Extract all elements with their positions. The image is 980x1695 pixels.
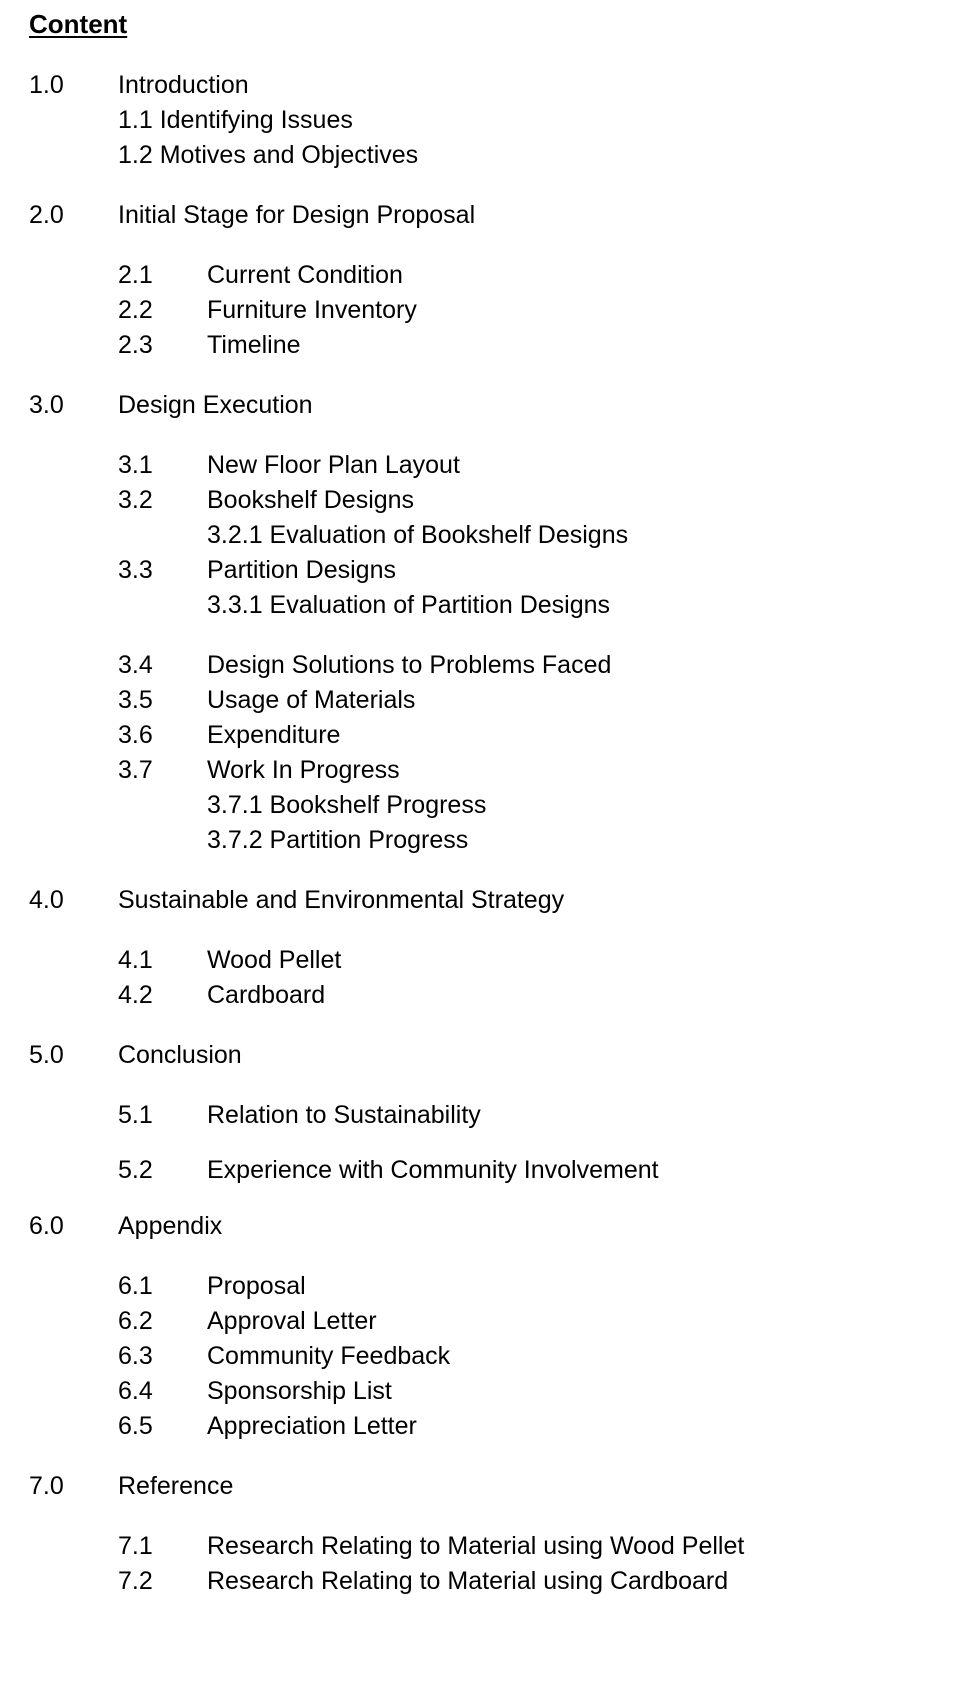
toc-title: Research Relating to Material using Cardboard: [207, 1567, 729, 1595]
toc-subsection: [0, 1408, 980, 1444]
toc-subsection: [0, 752, 980, 788]
toc-title: Work In Progress: [207, 756, 400, 784]
toc-number: 3.7: [118, 756, 153, 784]
toc-title: Community Feedback: [207, 1342, 451, 1370]
toc-subsection: [0, 1268, 980, 1304]
toc-subsection: [0, 1097, 980, 1133]
toc-title: Bookshelf Designs: [207, 486, 415, 514]
toc-subsection: [0, 257, 980, 293]
toc-subsection: [0, 1303, 980, 1339]
toc-number: 3.6: [118, 721, 153, 749]
toc-number: 3.0: [29, 391, 64, 419]
toc-title: Approval Letter: [207, 1307, 377, 1335]
toc-title: Relation to Sustainability: [207, 1101, 481, 1129]
toc-title: Design Execution: [118, 391, 313, 419]
toc-subsection: [0, 327, 980, 363]
toc-subsubsection: [0, 587, 980, 623]
toc-subsection: [0, 717, 980, 753]
toc-title: Appendix: [118, 1212, 223, 1240]
toc-title: Conclusion: [118, 1041, 242, 1069]
toc-number: 5.2: [118, 1156, 153, 1184]
toc-subsection: [0, 482, 980, 518]
toc-number: 4.0: [29, 886, 64, 914]
toc-subsection: [0, 942, 980, 978]
toc-number: 3.2: [118, 486, 153, 514]
toc-title: Sustainable and Environmental Strategy: [118, 886, 565, 914]
toc-number: 6.1: [118, 1272, 153, 1300]
toc-title: 3.3.1 Evaluation of Partition Designs: [207, 591, 611, 619]
toc-number: 6.0: [29, 1212, 64, 1240]
toc-number: 3.4: [118, 651, 153, 679]
toc-number: 6.2: [118, 1307, 153, 1335]
toc-title: Current Condition: [207, 261, 403, 289]
toc-title: Appreciation Letter: [207, 1412, 417, 1440]
toc-subsubsection: [0, 787, 980, 823]
toc-title: Furniture Inventory: [207, 296, 417, 324]
toc-title: Partition Designs: [207, 556, 396, 584]
toc-subsection: [0, 682, 980, 718]
toc-title: Sponsorship List: [207, 1377, 392, 1405]
toc-title: Design Solutions to Problems Faced: [207, 651, 612, 679]
toc-title: Proposal: [207, 1272, 306, 1300]
toc-number: 2.3: [118, 331, 153, 359]
toc-subsection: [0, 1152, 980, 1188]
toc-title: 3.2.1 Evaluation of Bookshelf Designs: [207, 521, 629, 549]
toc-subsection: [0, 447, 980, 483]
toc-subsection: [0, 647, 980, 683]
toc-subsection: [0, 1338, 980, 1374]
toc-number: 1.0: [29, 71, 64, 99]
toc-section: [0, 882, 980, 918]
toc-title: Initial Stage for Design Proposal: [118, 201, 476, 229]
toc-section: [0, 67, 980, 103]
toc-number: 7.1: [118, 1532, 153, 1560]
toc-number: 3.3: [118, 556, 153, 584]
toc-number: 5.0: [29, 1041, 64, 1069]
toc-number: 6.5: [118, 1412, 153, 1440]
toc-number: 2.2: [118, 296, 153, 324]
toc-subsection: [0, 1373, 980, 1409]
toc-title: Cardboard: [207, 981, 326, 1009]
toc-section: [0, 1468, 980, 1504]
toc-title: Timeline: [207, 331, 301, 359]
toc-subsection: [0, 137, 980, 173]
toc-title: 1.2 Motives and Objectives: [118, 141, 419, 169]
toc-title: 1.1 Identifying Issues: [118, 106, 353, 134]
toc-title: Wood Pellet: [207, 946, 342, 974]
toc-subsection: [0, 292, 980, 328]
toc-number: 7.0: [29, 1472, 64, 1500]
toc-number: 7.2: [118, 1567, 153, 1595]
toc-number: 5.1: [118, 1101, 153, 1129]
toc-subsection: [0, 1528, 980, 1564]
toc-number: 6.4: [118, 1377, 153, 1405]
toc-number: 2.0: [29, 201, 64, 229]
toc-title: Experience with Community Involvement: [207, 1156, 659, 1184]
toc-title: Expenditure: [207, 721, 341, 749]
toc-title: New Floor Plan Layout: [207, 451, 460, 479]
toc-title: Research Relating to Material using Wood Pellet: [207, 1532, 745, 1560]
toc-title: Introduction: [118, 71, 249, 99]
toc-section: [0, 387, 980, 423]
toc-number: 4.1: [118, 946, 153, 974]
toc-subsection: [0, 1563, 980, 1599]
toc-subsection: [0, 977, 980, 1013]
toc-section: [0, 1208, 980, 1244]
toc-section: [0, 197, 980, 233]
toc-subsubsection: [0, 822, 980, 858]
toc-number: 3.1: [118, 451, 153, 479]
page-title: Content: [29, 9, 128, 39]
toc-subsubsection: [0, 517, 980, 553]
toc-subsection: [0, 102, 980, 138]
toc-title: Reference: [118, 1472, 234, 1500]
toc-number: 4.2: [118, 981, 153, 1009]
toc-number: 2.1: [118, 261, 153, 289]
toc-title: 3.7.1 Bookshelf Progress: [207, 791, 487, 819]
toc-section: [0, 1037, 980, 1073]
toc-title: 3.7.2 Partition Progress: [207, 826, 469, 854]
toc-subsection: [0, 552, 980, 588]
toc-number: 6.3: [118, 1342, 153, 1370]
toc-number: 3.5: [118, 686, 153, 714]
toc-title: Usage of Materials: [207, 686, 416, 714]
